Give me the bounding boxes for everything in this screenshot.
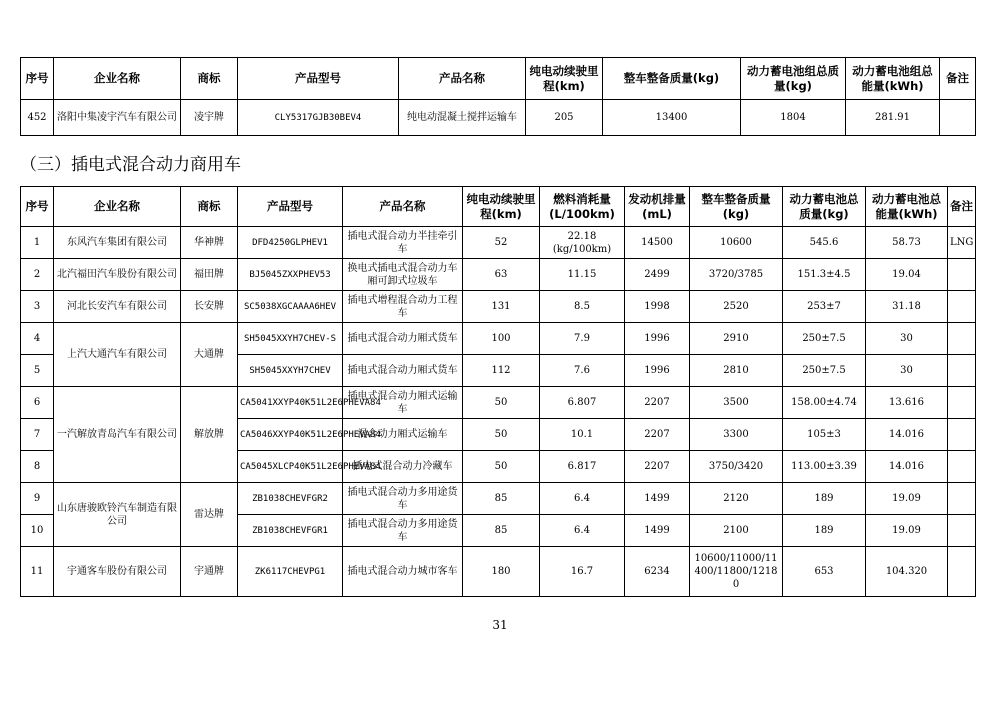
cell-range: 131 bbox=[463, 291, 540, 323]
cell-product-name: 插电式混合动力厢式货车 bbox=[343, 323, 463, 355]
header-cell: 纯电动续驶里程(km) bbox=[526, 58, 603, 100]
cell-company: 河北长安汽车有限公司 bbox=[54, 291, 181, 323]
cell-battery-energy: 281.91 bbox=[846, 100, 940, 136]
cell-company: 一汽解放青岛汽车有限公司 bbox=[54, 387, 181, 483]
cell-product-name: 插电式混合动力半挂牵引车 bbox=[343, 227, 463, 259]
cell-range: 50 bbox=[463, 451, 540, 483]
cell-model: SH5045XXYH7CHEV-S bbox=[238, 323, 343, 355]
cell-fuel: 7.9 bbox=[540, 323, 625, 355]
cell-mass: 10600/11000/11400/11800/12180 bbox=[690, 547, 783, 597]
cell-range: 180 bbox=[463, 547, 540, 597]
cell-battery-mass: 105±3 bbox=[783, 419, 866, 451]
cell-note bbox=[940, 100, 976, 136]
cell-note bbox=[948, 451, 976, 483]
cell-note bbox=[948, 483, 976, 515]
header-cell: 商标 bbox=[181, 187, 238, 227]
cell-battery-mass: 653 bbox=[783, 547, 866, 597]
cell-no: 10 bbox=[21, 515, 54, 547]
cell-fuel: 8.5 bbox=[540, 291, 625, 323]
cell-battery-energy: 58.73 bbox=[866, 227, 948, 259]
table-row bbox=[21, 547, 976, 597]
cell-range: 52 bbox=[463, 227, 540, 259]
cell-battery-energy: 19.09 bbox=[866, 483, 948, 515]
cell-battery-mass: 250±7.5 bbox=[783, 355, 866, 387]
cell-product-name: 插电式混合动力冷藏车 bbox=[343, 451, 463, 483]
cell-no: 7 bbox=[21, 419, 54, 451]
header-cell: 产品型号 bbox=[238, 58, 399, 100]
cell-product-name: 插电式混合动力多用途货车 bbox=[343, 515, 463, 547]
cell-model: CLY5317GJB30BEV4 bbox=[238, 100, 399, 136]
cell-model: DFD4250GLPHEV1 bbox=[238, 227, 343, 259]
cell-engine: 2207 bbox=[625, 419, 690, 451]
cell-mass: 2120 bbox=[690, 483, 783, 515]
header-cell: 纯电动续驶里程(km) bbox=[463, 187, 540, 227]
cell-range: 63 bbox=[463, 259, 540, 291]
header-cell: 产品名称 bbox=[343, 187, 463, 227]
cell-product-name: 纯电动混凝土搅拌运输车 bbox=[399, 100, 526, 136]
cell-product-name: 插电式增程混合动力工程车 bbox=[343, 291, 463, 323]
cell-mass: 2100 bbox=[690, 515, 783, 547]
cell-mass: 2520 bbox=[690, 291, 783, 323]
cell-range: 205 bbox=[526, 100, 603, 136]
cell-battery-energy: 19.09 bbox=[866, 515, 948, 547]
cell-brand: 大通牌 bbox=[181, 323, 238, 387]
cell-mass: 13400 bbox=[603, 100, 741, 136]
cell-no: 6 bbox=[21, 387, 54, 419]
cell-battery-mass: 1804 bbox=[741, 100, 846, 136]
cell-fuel: 6.817 bbox=[540, 451, 625, 483]
header-cell: 燃料消耗量(L/100km) bbox=[540, 187, 625, 227]
header-cell: 动力蓄电池组总能量(kWh) bbox=[846, 58, 940, 100]
cell-brand: 长安牌 bbox=[181, 291, 238, 323]
cell-product-name: 插电式混合动力厢式货车 bbox=[343, 355, 463, 387]
header-cell: 整车整备质量(kg) bbox=[603, 58, 741, 100]
header-cell: 产品名称 bbox=[399, 58, 526, 100]
cell-model: CA5045XLCP40K51L2E6PHEVA84 bbox=[238, 451, 343, 483]
cell-range: 50 bbox=[463, 387, 540, 419]
cell-battery-mass: 189 bbox=[783, 515, 866, 547]
cell-note bbox=[948, 291, 976, 323]
cell-company: 东风汽车集团有限公司 bbox=[54, 227, 181, 259]
cell-no: 11 bbox=[21, 547, 54, 597]
cell-note bbox=[948, 547, 976, 597]
cell-note bbox=[948, 259, 976, 291]
cell-battery-mass: 189 bbox=[783, 483, 866, 515]
cell-mass: 3300 bbox=[690, 419, 783, 451]
header-cell: 发动机排量(mL) bbox=[625, 187, 690, 227]
cell-note bbox=[948, 323, 976, 355]
cell-battery-mass: 545.6 bbox=[783, 227, 866, 259]
cell-mass: 2910 bbox=[690, 323, 783, 355]
cell-model: CA5041XXYP40K51L2E6PHEVA84 bbox=[238, 387, 343, 419]
header-cell: 序号 bbox=[21, 187, 54, 227]
header-cell: 备注 bbox=[940, 58, 976, 100]
cell-fuel: 11.15 bbox=[540, 259, 625, 291]
cell-product-name: 混合动力厢式运输车 bbox=[343, 419, 463, 451]
cell-battery-energy: 14.016 bbox=[866, 419, 948, 451]
table-header-row bbox=[21, 187, 976, 227]
section-title: （三）插电式混合动力商用车 bbox=[20, 155, 241, 175]
table-row bbox=[21, 323, 976, 355]
cell-fuel: 10.1 bbox=[540, 419, 625, 451]
cell-battery-energy: 14.016 bbox=[866, 451, 948, 483]
cell-no: 3 bbox=[21, 291, 54, 323]
table-plugin-hybrid bbox=[20, 186, 976, 597]
cell-mass: 3750/3420 bbox=[690, 451, 783, 483]
cell-product-name: 插电式混合动力多用途货车 bbox=[343, 483, 463, 515]
cell-battery-mass: 113.00±3.39 bbox=[783, 451, 866, 483]
table-row bbox=[21, 483, 976, 515]
page-number: 31 bbox=[492, 618, 508, 632]
cell-engine: 14500 bbox=[625, 227, 690, 259]
cell-fuel: 16.7 bbox=[540, 547, 625, 597]
cell-range: 100 bbox=[463, 323, 540, 355]
cell-mass: 2810 bbox=[690, 355, 783, 387]
header-cell: 企业名称 bbox=[54, 58, 181, 100]
cell-range: 85 bbox=[463, 515, 540, 547]
table-row bbox=[21, 387, 976, 419]
table-row bbox=[21, 291, 976, 323]
cell-brand: 雷达牌 bbox=[181, 483, 238, 547]
cell-engine: 2207 bbox=[625, 451, 690, 483]
cell-company: 上汽大通汽车有限公司 bbox=[54, 323, 181, 387]
header-cell: 动力蓄电池总能量(kWh) bbox=[866, 187, 948, 227]
cell-range: 112 bbox=[463, 355, 540, 387]
cell-battery-energy: 104.320 bbox=[866, 547, 948, 597]
cell-company: 北汽福田汽车股份有限公司 bbox=[54, 259, 181, 291]
cell-range: 85 bbox=[463, 483, 540, 515]
cell-battery-energy: 13.616 bbox=[866, 387, 948, 419]
table-row bbox=[21, 259, 976, 291]
cell-model: ZB1038CHEVFGR2 bbox=[238, 483, 343, 515]
cell-brand: 福田牌 bbox=[181, 259, 238, 291]
cell-model: ZB1038CHEVFGR1 bbox=[238, 515, 343, 547]
cell-engine: 1996 bbox=[625, 355, 690, 387]
cell-no: 9 bbox=[21, 483, 54, 515]
cell-battery-mass: 253±7 bbox=[783, 291, 866, 323]
cell-range: 50 bbox=[463, 419, 540, 451]
header-cell: 序号 bbox=[21, 58, 54, 100]
cell-brand: 宇通牌 bbox=[181, 547, 238, 597]
cell-engine: 6234 bbox=[625, 547, 690, 597]
cell-engine: 1998 bbox=[625, 291, 690, 323]
cell-model: BJ5045ZXXPHEV53 bbox=[238, 259, 343, 291]
cell-engine: 1996 bbox=[625, 323, 690, 355]
cell-company: 宇通客车股份有限公司 bbox=[54, 547, 181, 597]
table-row bbox=[21, 227, 976, 259]
cell-no: 4 bbox=[21, 323, 54, 355]
cell-product-name: 插电式混合动力厢式运输车 bbox=[343, 387, 463, 419]
cell-engine: 1499 bbox=[625, 483, 690, 515]
cell-product-name: 换电式插电式混合动力车厢可卸式垃圾车 bbox=[343, 259, 463, 291]
cell-mass: 10600 bbox=[690, 227, 783, 259]
cell-battery-energy: 19.04 bbox=[866, 259, 948, 291]
header-cell: 动力蓄电池组总质量(kg) bbox=[741, 58, 846, 100]
cell-mass: 3720/3785 bbox=[690, 259, 783, 291]
cell-battery-energy: 31.18 bbox=[866, 291, 948, 323]
cell-brand: 解放牌 bbox=[181, 387, 238, 483]
cell-no: 8 bbox=[21, 451, 54, 483]
cell-company: 山东唐骏欧铃汽车制造有限公司 bbox=[54, 483, 181, 547]
cell-no: 452 bbox=[21, 100, 54, 136]
header-cell: 商标 bbox=[181, 58, 238, 100]
cell-product-name: 插电式混合动力城市客车 bbox=[343, 547, 463, 597]
cell-battery-mass: 151.3±4.5 bbox=[783, 259, 866, 291]
header-cell: 备注 bbox=[948, 187, 976, 227]
cell-no: 2 bbox=[21, 259, 54, 291]
cell-brand: 凌宇牌 bbox=[181, 100, 238, 136]
cell-note: LNG bbox=[948, 227, 976, 259]
header-cell: 企业名称 bbox=[54, 187, 181, 227]
cell-fuel: 6.4 bbox=[540, 515, 625, 547]
table-header-row bbox=[21, 58, 976, 100]
cell-no: 1 bbox=[21, 227, 54, 259]
cell-engine: 2207 bbox=[625, 387, 690, 419]
cell-note bbox=[948, 387, 976, 419]
cell-battery-mass: 158.00±4.74 bbox=[783, 387, 866, 419]
cell-engine: 2499 bbox=[625, 259, 690, 291]
cell-company: 洛阳中集凌宇汽车有限公司 bbox=[54, 100, 181, 136]
cell-battery-mass: 250±7.5 bbox=[783, 323, 866, 355]
cell-no: 5 bbox=[21, 355, 54, 387]
cell-note bbox=[948, 419, 976, 451]
cell-battery-energy: 30 bbox=[866, 323, 948, 355]
cell-fuel: 22.18 (kg/100km) bbox=[540, 227, 625, 259]
cell-model: SC5038XGCAAAA6HEV bbox=[238, 291, 343, 323]
cell-fuel: 7.6 bbox=[540, 355, 625, 387]
cell-note bbox=[948, 355, 976, 387]
cell-fuel: 6.4 bbox=[540, 483, 625, 515]
cell-mass: 3500 bbox=[690, 387, 783, 419]
header-cell: 动力蓄电池总质量(kg) bbox=[783, 187, 866, 227]
cell-brand: 华神牌 bbox=[181, 227, 238, 259]
table-battery-electric bbox=[20, 57, 976, 136]
cell-model: SH5045XXYH7CHEV bbox=[238, 355, 343, 387]
cell-model: CA5046XXYP40K51L2E6PHEVA84 bbox=[238, 419, 343, 451]
table-row bbox=[21, 100, 976, 136]
cell-battery-energy: 30 bbox=[866, 355, 948, 387]
cell-fuel: 6.807 bbox=[540, 387, 625, 419]
cell-model: ZK6117CHEVPG1 bbox=[238, 547, 343, 597]
cell-note bbox=[948, 515, 976, 547]
header-cell: 产品型号 bbox=[238, 187, 343, 227]
header-cell: 整车整备质量(kg) bbox=[690, 187, 783, 227]
cell-engine: 1499 bbox=[625, 515, 690, 547]
